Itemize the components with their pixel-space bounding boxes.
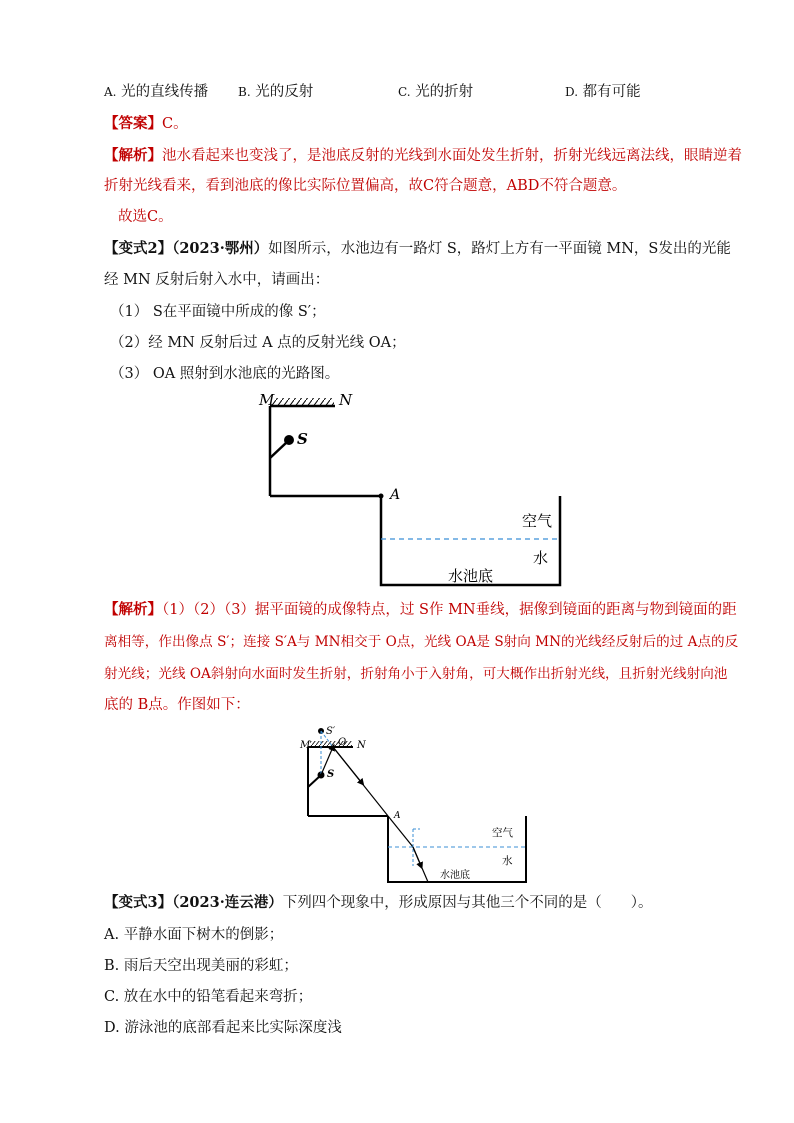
analysis2-tag: 【解析】 — [104, 601, 162, 618]
variant2-item-3: （3） OA 照射到水池底的光路图。 — [110, 366, 340, 382]
option-a-text: 光的直线传播 — [121, 84, 209, 100]
option-d-text: 都有可能 — [582, 84, 641, 100]
label-n-2: N — [357, 740, 366, 751]
answer-tag: 【答案】 — [104, 115, 162, 132]
refracted-ray-arrow — [413, 847, 421, 866]
label-s-prime: S′ — [326, 726, 336, 737]
variant3-option-d: D. 游泳池的底部看起来比实际深度浅 — [104, 1020, 342, 1036]
label-o: O — [338, 737, 347, 748]
option-b-text: 光的反射 — [255, 84, 314, 100]
analysis-text-1: 池水看起来也变浅了，是池底反射的光线到水面处发生折射，折射光线远离法线，眼睛逆着 — [162, 148, 742, 164]
label-a: A — [390, 487, 401, 503]
variant2-tag: 【变式2】 — [104, 240, 173, 257]
option-d-letter: D. — [565, 85, 579, 99]
answer-value: C。 — [162, 116, 188, 132]
variant3-option-b: B. 雨后天空出现美丽的彩虹； — [104, 958, 298, 974]
analysis2-line-4: 底的 B点。作图如下： — [104, 697, 250, 713]
label-a-2: A — [394, 811, 401, 821]
label-m-2: M — [300, 740, 311, 751]
analysis2-text-1: （1）（2）（3）据平面镜的成像特点，过 S作 MN垂线，据像到镜面的距离与物到镜面的距 — [162, 602, 737, 618]
analysis-line-3: 故选C。 — [118, 209, 173, 225]
analysis-line-2: 折射光线看来，看到池底的像比实际位置偏高，故C符合题意，ABD不符合题意。 — [104, 178, 627, 194]
analysis2-line-3: 射光线；光线 OA斜射向水面时发生折射，折射角小于入射角，可大概作出折射光线，且折射光线射向池 — [104, 666, 728, 682]
label-m: M — [259, 391, 275, 409]
variant2-line-2: 经 MN 反射后射入水中，请画出： — [104, 272, 330, 288]
label-n: N — [339, 391, 353, 409]
label-water: 水 — [533, 549, 549, 567]
option-c-letter: C. — [398, 85, 411, 99]
variant3-tag: 【变式3】 — [104, 894, 173, 911]
label-water-2: 水 — [502, 855, 513, 867]
label-bottom-2: 水池底 — [440, 870, 470, 881]
variant3-option-a: A. 平静水面下树木的倒影； — [104, 927, 284, 943]
lamp-arm-2 — [308, 776, 320, 787]
label-s: S — [297, 430, 308, 448]
analysis2-line-2: 离相等，作出像点 S′；连接 S′A与 MN相交于 O点，光线 OA是 S射向 MN的光线经反射后的过 A点的反 — [104, 634, 739, 650]
variant3-stem: 下列四个现象中，形成原因与其他三个不同的是（ ）。 — [282, 895, 653, 911]
ray-in-air — [388, 816, 413, 847]
option-b-letter: B. — [238, 85, 251, 99]
variant3-source: （2023·连云港） — [172, 894, 283, 911]
variant2-text-1: 如图所示，水池边有一路灯 S，路灯上方有一平面镜 MN，S发出的光能 — [268, 241, 731, 257]
analysis-tag: 【解析】 — [104, 147, 162, 164]
variant2-item-2: （2）经 MN 反射后过 A 点的反射光线 OA； — [110, 335, 406, 351]
option-a-letter: A. — [104, 85, 117, 99]
label-air: 空气 — [522, 512, 553, 530]
label-s-2: S — [327, 769, 335, 780]
variant2-item-1: （1） S在平面镜中所成的像 S′； — [110, 304, 326, 320]
variant3-line-1 — [104, 893, 653, 913]
reflected-ray-arrow — [333, 747, 362, 783]
variant3-option-c: C. 放在水中的铅笔看起来弯折； — [104, 989, 313, 1005]
variant2-source: （2023·鄂州） — [172, 240, 269, 257]
label-air-2: 空气 — [492, 827, 513, 839]
option-c-text: 光的折射 — [415, 84, 474, 100]
label-bottom: 水池底 — [448, 567, 494, 585]
